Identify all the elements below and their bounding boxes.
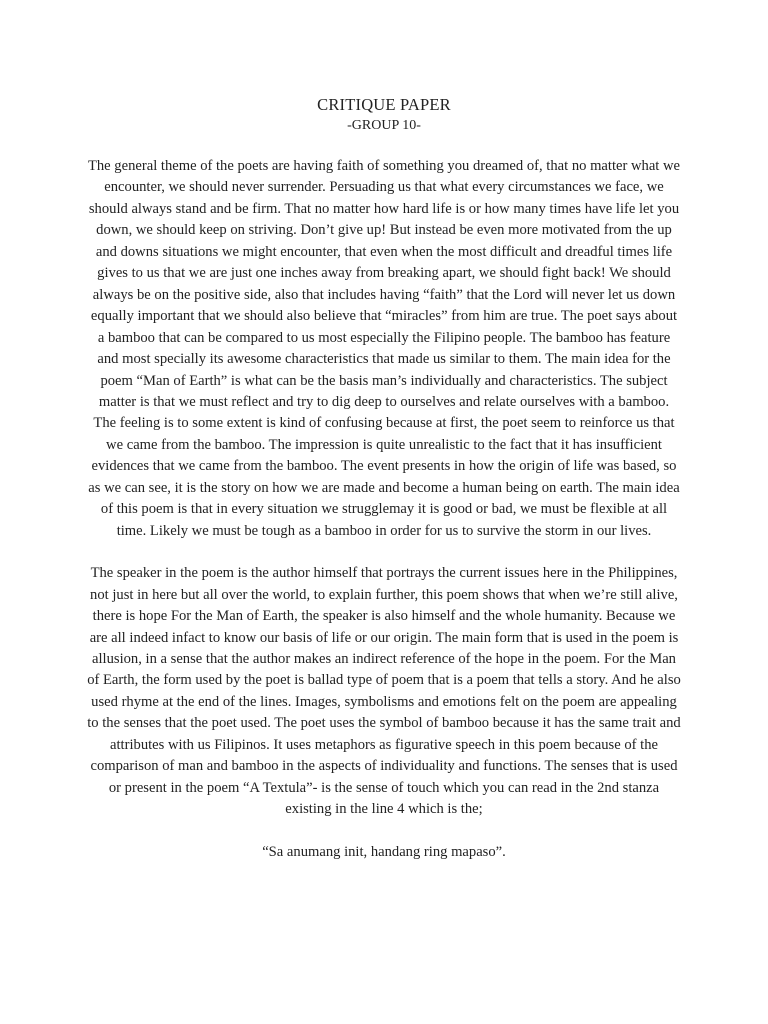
quoted-line: “Sa anumang init, handang ring mapaso”. [262, 843, 506, 860]
paragraph-1: The general theme of the poets are having faith of something you dreamed of, that no matter what we encounter, we should never surrender. Persuading us that what every circumstances we face, we should always stand and be firm. That no matter how hard life is or how many times have life let you down, we should keep on striving. Don’t give up! But instead be even more motivated from the up and downs situations we might encounter, that even when the most difficult and dreadful times life gives to us that we are just one inches away from breaking apart, we should fight back! We should always be on the positive side, also that includes having “faith” that the Lord will never let us down equally important that we should also believe that “miracles” from him are true. The poet says about a bamboo that can be compared to us most especially the Filipino people. The bamboo has feature and most specially its awesome characteristics that made us similar to them. The main idea for the poem “Man of Earth” is what can be the basis man’s individually and characteristics. The subject matter is that we must reflect and try to dig deep to ourselves and relate ourselves with a bamboo. The feeling is to some extent is kind of confusing because at first, the poet seem to reinforce us that we came from the bamboo. The impression is quite unrealistic to the fact that it has insufficient evidences that we came from the bamboo. The event presents in how the origin of life was based, so as we can see, it is the story on how we are made and become a human being on earth. The main idea of this poem is that in every situation we strugglemay it is good or bad, we must be flexible at all time. Likely we must be tough as a bamboo in order for us to survive the storm in our lives. [87, 158, 681, 539]
paragraph-2: The speaker in the poem is the author himself that portrays the current issues here in the Philippines, not just in here but all over the world, to explain further, this poem shows that when we’re still alive, there is hope For the Man of Earth, the speaker is also himself and the whole humanity. Because we are all indeed infact to know our basis of life or our origin. The main form that is used in the poem is allusion, in a sense that the author makes an indirect reference of the hope in the poem. For the Man of Earth, the form used by the poet is ballad type of poem that is a poem that tells a story. And he also used rhyme at the end of the lines. Images, symbolisms and emotions felt on the poem are appealing to the senses that the poet used. The poet uses the symbol of bamboo because it has the same trait and attributes with us Filipinos. It uses metaphors as figurative speech in this poem because of the comparison of man and bamboo in the aspects of individuality and functions. The senses that is used or present in the poem “A Textula”- is the sense of touch which you can read in the 2nd stanza existing in the line 4 which is the; [87, 565, 681, 818]
document-subtitle: -GROUP 10- [347, 118, 421, 133]
document-title: CRITIQUE PAPER [317, 95, 451, 114]
